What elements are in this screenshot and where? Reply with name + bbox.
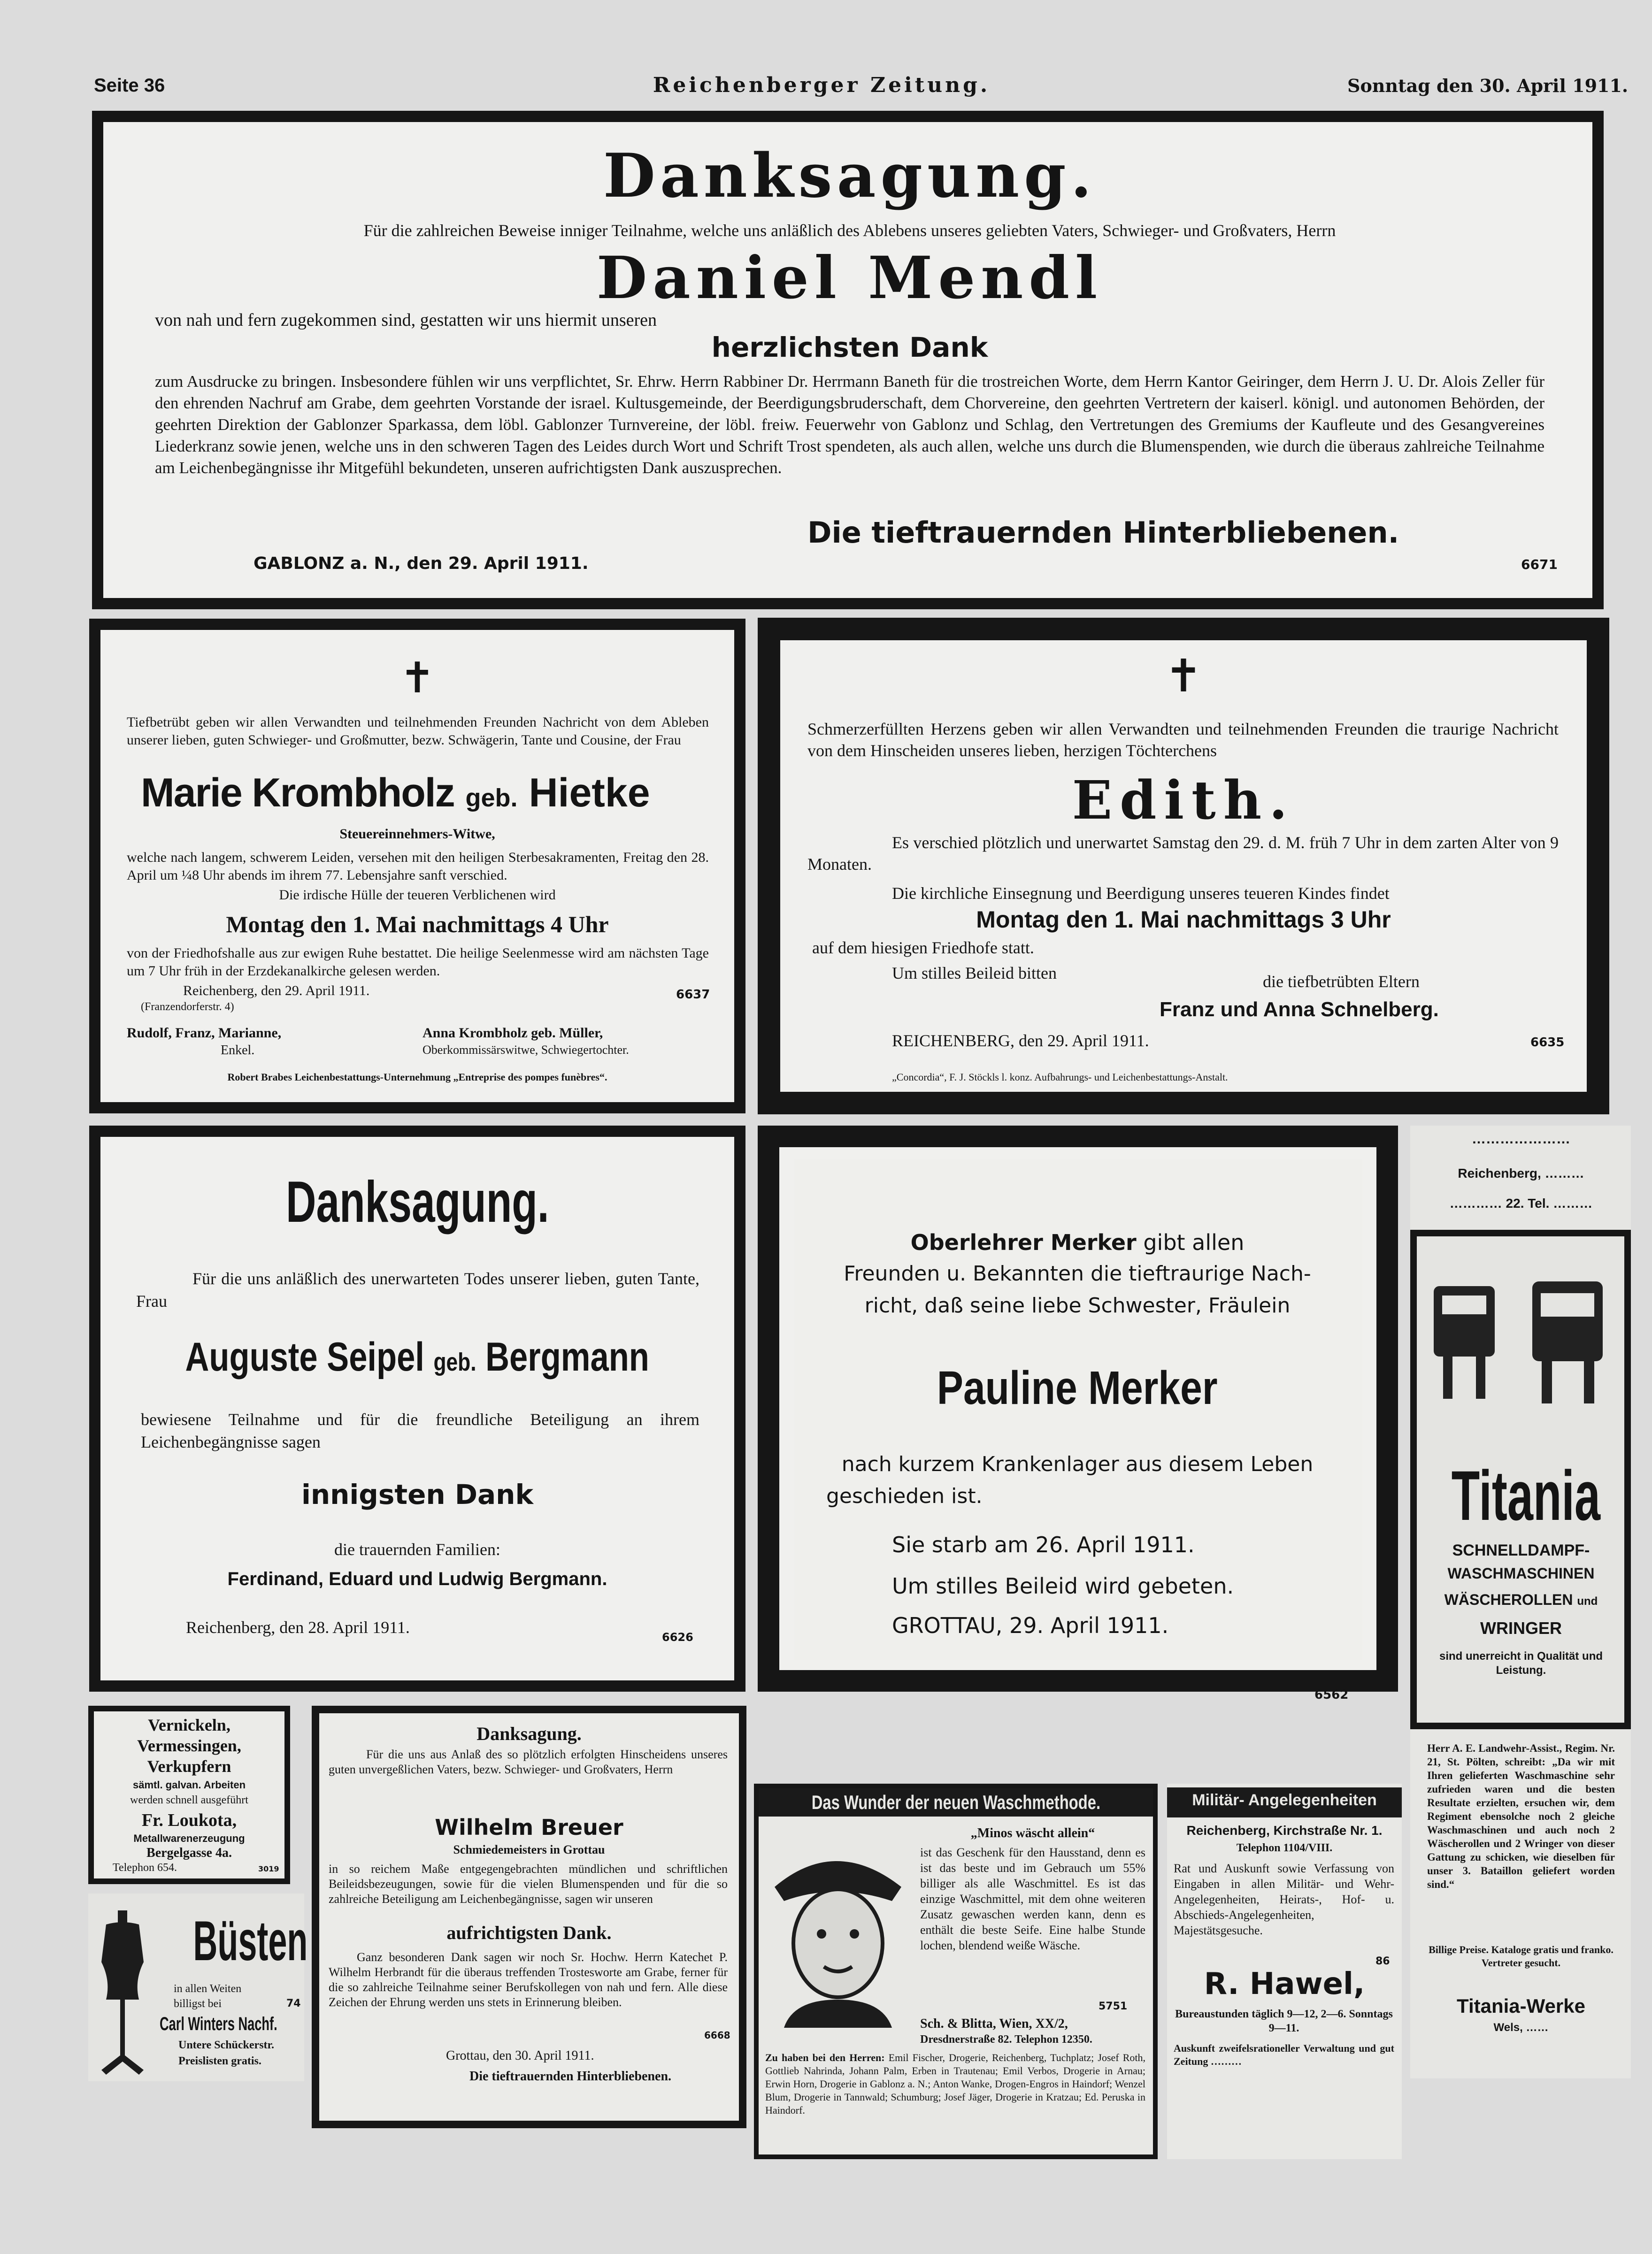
notice-seipel-code: 6626 [662,1631,693,1644]
notice-merker-body2: geschieden ist. [826,1484,983,1508]
ad-buesten-l1: in allen Weiten [174,1983,242,1995]
ad-hawel-name: R. Hawel, [1204,1967,1365,2001]
ad-loukota-l2: Vermessingen, [137,1736,241,1755]
ad-titania-top3: ………… 22. Tel. ……… [1449,1196,1593,1211]
notice-edith-body3: auf dem hiesigen Friedhofe statt. [812,938,1034,957]
notice-seipel-family: Ferdinand, Eduard und Ludwig Bergmann. [227,1569,607,1589]
notice-merker-request: Um stilles Beileid wird gebeten. [892,1573,1234,1599]
notice-krombholz-family-right2: Oberkommissärswitwe, Schwiegertochter. [423,1043,629,1057]
ad-loukota-l6: Metallwarenerzeugung [133,1832,245,1844]
notice-krombholz-undertaker: Robert Brabes Leichenbestattungs-Unternehmung „Entreprise des pompes funèbres“. [227,1071,607,1083]
notice-edith-body2: Die kirchliche Einsegnung und Beerdigung unseres teueren Kindes findet [892,884,1390,903]
notice-merker-name [798,1361,1357,1415]
notice-merker-teacher: Oberlehrer Merker [910,1230,1137,1255]
notice-breuer-body2: Ganz besonderen Dank sagen wir noch Sr. Hochw. Herrn Katechet P. Wilhelm Herbrandt für die überaus treffenden Trostesworte am Grabe, ferner für die so zahlreiche Teilnahme seiner Berufskollegen von nah und fern. Alle diese Zeichen der Ehrung werden uns stets in Erinnerung bleiben. [329,1950,728,2009]
notice-mendl-thanks: herzlichsten Dank [711,331,988,363]
notice-seipel-intro: Für die uns anläßlich des unerwarteten Todes unserer lieben, guten Tante, Frau [136,1269,699,1311]
ad-buesten-num: 74 [286,1998,301,2009]
notice-mendl-intro: Für die zahlreichen Beweise inniger Teilnahme, welche uns anläßlich des Ablebens unseres geliebten Vaters, Schwieger- und Großvaters, Herrn [363,221,1336,240]
ad-hawel-addr: Reichenberg, Kirchstraße Nr. 1. [1186,1823,1383,1838]
notice-seipel-maiden: Bergmann [485,1334,650,1380]
notice-breuer-place: Grottau, den 30. April 1911. [446,2048,594,2063]
masthead: Reichenberger Zeitung. [653,73,991,97]
ad-titania-l3-und: und [1577,1595,1598,1608]
ad-loukota-code: 3019 [258,1864,279,1873]
ad-wunder-title-text: Das Wunder der neuen Waschmethode. [811,1791,1100,1813]
ad-titania-testimonial: Herr A. E. Landwehr-Assist., Regim. Nr. 21, St. Pölten, schreibt: „Da wir mit Ihren gelieferten Waschmaschine sehr zufrieden waren und die besten Resultate erzielten, ersuchen wir, dem Regiment ebensolche noch 2 gleiche Waschmaschinen und auch noch 2 Wäscherollen und 2 Wringer von dieser Gattung zu schicken, wie dieselben für unser 3. Bataillon geliefert worden sind.“ [1427,1742,1615,1890]
page-number: Seite 36 [94,75,165,96]
ad-hawel-top: Militär- Angelegenheiten [1192,1791,1377,1809]
notice-mendl-title: Danksagung. [603,141,1097,211]
ad-titania-top2: Reichenberg, ……… [1458,1166,1584,1181]
ad-wunder-title [759,1791,1153,1814]
notice-krombholz-name [141,770,650,816]
notice-seipel-body: bewiesene Teilnahme und für die freundliche Beteiligung an ihrem Leichenbegängnisse sagen [141,1410,699,1451]
notice-edith-body: Es verschied plötzlich und unerwartet Samstag den 29. d. M. früh 7 Uhr in dem zarten Alter von 9 Monaten. [807,833,1559,874]
ad-buesten-title-text: Büsten [193,1909,308,1972]
ad-buesten-l3: Untere Schückerstr. [178,2039,274,2051]
notice-mendl-place: GABLONZ a. N., den 29. April 1911. [254,554,589,573]
ad-buesten-l2: billigst bei [174,1998,222,2010]
notice-krombholz-body2: von der Friedhofshalle aus zur ewigen Ruhe bestattet. Die heilige Seelenmesse wird am nächsten Tage um 7 Uhr früh in der Erzdekanalkirche gelesen werden. [127,945,709,979]
notice-breuer-title: Danksagung. [476,1723,582,1744]
ad-loukota-name: Fr. Loukota, [141,1810,237,1830]
ad-titania-top1: ………………… [1472,1131,1570,1147]
woman-portrait-illustration [765,1831,911,2028]
ad-wunder-shops [765,2051,1145,2117]
ad-hawel-hours: Bureaustunden täglich 9—12, 2—6. Sonntags 9—11. [1175,2008,1393,2034]
notice-krombholz-family-left: Rudolf, Franz, Marianne, [127,1025,282,1041]
cross-icon: ✝ [1164,650,1203,702]
ad-titania-l4: WRINGER [1480,1618,1562,1638]
notice-edith-undertaker: „Concordia“, F. J. Stöckls l. konz. Aufbahrungs- und Leichenbestattungs-Anstalt. [892,1071,1228,1083]
ad-wunder-sub: „Minos wäscht allein“ [970,1826,1095,1840]
ad-hawel-phone: Telephon 1104/VIII. [1236,1842,1333,1854]
notice-edith-code: 6635 [1530,1035,1565,1050]
ad-wunder-street: Dresdnerstraße 82. Telephon 12350. [920,2033,1092,2046]
notice-edith-request: Um stilles Beileid bitten [892,964,1057,982]
ad-buesten-name [160,2014,333,2035]
notice-krombholz-place: Reichenberg, den 29. April 1911. [183,983,370,998]
notice-edith-intro: Schmerzerfüllten Herzens geben wir allen Verwandten und teilnehmenden Freunden die traurige Nachricht von dem Hinscheiden unseres lieben, herzigen Töchterchens [807,720,1559,760]
notice-seipel-title-text: Danksagung. [285,1170,549,1234]
notice-krombholz-family-left2: Enkel. [221,1043,255,1058]
ad-titania-footer2: Wels, …… [1493,2021,1549,2034]
notice-krombholz-body: welche nach langem, schwerem Leiden, versehen mit den heiligen Sterbesakramenten, Freitag den 28. April um ¼8 Uhr abends im ihrem 77. Lebensjahre sanft verschied. [127,850,709,883]
ad-hawel-footer: Auskunft zweifelsrationeller Verwaltung und gut Zeitung ……… [1174,2042,1394,2067]
notice-edith-parents-label: die tiefbetrübten Eltern [1263,972,1420,991]
notice-krombholz-burial: Montag den 1. Mai nachmittags 4 Uhr [226,911,609,937]
notice-krombholz-code: 6637 [676,988,710,1002]
ad-titania-l3 [1418,1591,1624,1609]
notice-seipel-geb: geb. [433,1348,476,1376]
ad-titania-footer: Titania-Werke [1457,1995,1585,2017]
ad-loukota-l3: Verkupfern [147,1757,231,1776]
ad-wunder-shops-label: Zu haben bei den Herren: [765,2052,885,2063]
dress-form-icon [92,1910,153,2079]
ad-titania-l3-text: WÄSCHEROLLEN [1444,1591,1573,1608]
notice-breuer-code: 6668 [704,2030,730,2041]
notice-breuer-title2: Schmiedemeisters in Grottau [453,1843,605,1856]
notice-seipel-place: Reichenberg, den 28. April 1911. [186,1618,410,1637]
notice-mendl-body: zum Ausdrucke zu bringen. Insbesondere fühlen wir uns verpflichtet, Sr. Ehrw. Herrn Rabbiner Dr. Herrmann Baneth für die trostreichen Worte, dem Herrn Kantor Geiringer, dem Herrn J. U. Dr. Alois Zeller für den ehrenden Nachruf am Grabe, dem geehrten Vorstande der israel. Kultusgemeinde, der Beerdigungsbruderschaft, dem Chorvereine, den geehrten Vertretern der kaiserl. königl. und autonomen Behörden, der geehrten Direktion der Gablonzer Sparkassa, dem löbl. Gablonzer Turnvereine, der löbl. freiw. Feuerwehr von Gablonz und Schlag, den Vertretungen des Gremiums der Kaufleute und des Gesangvereines Liederkranz sowie jenen, welche uns in den schweren Tagen des Leides durch Wort und Schrift Trost spendeten, als auch allen, welche uns durch die Blumenspenden, wie durch die überaus zahlreiche Teilnahme am Leichenbegängnisse ihr Mitgefühl bekundeten, unseren aufrichtigsten Dank auszusprechen. [155,372,1544,477]
ad-buesten-l4: Preislisten gratis. [178,2055,261,2067]
ad-wunder-shops-list: Emil Fischer, Drogerie, Reichenberg, Tuchplatz; Josef Roth, Gottlieb Nahrinda, Johann Palm, Erben in Trautenau; Emil Verbos, Drogerie in Arnau; Erwin Horn, Drogerie in Gablonz a. N.; Anton Wanke, Drogen-Engros in Haindorf; Wenzel Blum, Drogerie in Tannwald; Schumburg; Josef Jäger, Drogerie in Kratzau; Ed. Peruska in Haindorf. [765,2052,1146,2116]
notice-merker-body1: nach kurzem Krankenlager aus diesem Leben [841,1452,1314,1476]
ad-loukota-l7: Bergelgasse 4a. [146,1846,232,1860]
notice-edith-burial: Montag den 1. Mai nachmittags 3 Uhr [976,906,1391,933]
notice-seipel-name [89,1334,745,1380]
notice-mendl-name: Daniel Mendl [596,244,1103,312]
issue-date: Sonntag den 30. April 1911. [1347,75,1629,96]
notice-krombholz-family-right: Anna Krombholz geb. Müller, [423,1025,603,1041]
notice-breuer-thanks: aufrichtigsten Dank. [446,1922,612,1943]
cross-icon: ✝ [400,653,435,703]
ad-loukota-phone: Telephon 654. [113,1862,177,1874]
notice-merker-line1-rest: gibt allen [1143,1230,1245,1255]
notice-edith-parents: Franz und Anna Schnelberg. [1160,998,1439,1021]
ad-titania-l5: sind unerreicht in Qualität und Leistung. [1439,1650,1603,1677]
ad-hawel-code: 86 [1375,1955,1390,1967]
ad-titania-l2: WASCHMASCHINEN [1447,1565,1595,1582]
notice-mendl-line1: von nah und fern zugekommen sind, gestatten wir uns hiermit unseren [155,310,657,330]
notice-merker-name-text: Pauline Merker [937,1362,1218,1414]
ad-loukota-l5: werden schnell ausgeführt [130,1794,248,1806]
ad-titania-l1: SCHNELLDAMPF- [1452,1541,1590,1559]
wash-machine-illustration [1424,1267,1617,1413]
notice-seipel-family-label: die trauernden Familien: [334,1540,500,1559]
notice-krombholz-intro: Tiefbetrübt geben wir allen Verwandten und teilnehmenden Freunden Nachricht von dem Ableben unserer lieben, guten Schwieger- und Großmutter, bezw. Schwägerin, Tante und Cousine, der Frau [127,714,709,748]
notice-mendl-code: 6671 [1521,557,1558,572]
notice-merker-line3: richt, daß seine liebe Schwester, Fräulein [864,1294,1291,1318]
notice-merker-place: GROTTAU, 29. April 1911. [892,1613,1169,1638]
notice-edith-name: Edith. [1072,770,1295,831]
notice-seipel-thanks: innigsten Dank [301,1479,534,1510]
ad-wunder-company: Sch. & Blitta, Wien, XX/2, [920,2016,1068,2031]
ad-buesten-title [155,1909,308,1973]
ad-buesten-name-text: Carl Winters Nachf. [160,2014,277,2034]
notice-seipel-firstname: Auguste Seipel [185,1334,425,1380]
ad-loukota-l1: Vernickeln, [148,1716,231,1734]
notice-breuer-signature: Die tieftrauernden Hinterbliebenen. [469,2069,672,2084]
notice-edith-place: REICHENBERG, den 29. April 1911. [892,1031,1149,1050]
ad-wunder-body: ist das Geschenk für den Hausstand, denn es ist das beste und im Gebrauch um 55% billiger als alle Waschmittel. Es ist das einzige Waschmittel, mit dem ohne weiteren Zusatz gewaschen werden kann, denn es enthält die beste Seife. Eine halbe Stunde lochen, blendend weiße Wäsche. [920,1846,1145,1952]
ad-hawel-body: Rat und Auskunft sowie Verfassung von Eingaben in allen Militär- und Wehr-Angelegenheiten, Heirats-, Hof- u. Abschieds-Angelegenheiten, Majestätsgesuche. [1174,1862,1394,1937]
notice-seipel-title [89,1169,745,1235]
notice-breuer-body: in so reichem Maße entgegengebrachten mündlichen und schriftlichen Beileidsbezeugungen, sowie für die vielen Blumenspenden und für die so zahlreiche Beteiligung am Leichenbegängnisse, sagen wir unseren [329,1862,728,1906]
notice-krombholz-geb: geb. [465,784,518,812]
notice-krombholz-title: Steuereinnehmers-Witwe, [339,826,495,842]
notice-mendl-signature: Die tieftrauernden Hinterbliebenen. [807,515,1399,550]
ad-titania-brand-text: Titania [1451,1456,1600,1535]
ad-titania-prices: Billige Preise. Kataloge gratis und franko. Vertreter gesucht. [1429,1944,1614,1969]
ad-wunder-code: 5751 [1099,2001,1128,2012]
notice-krombholz-remains: Die irdische Hülle der teueren Verblichenen wird [279,887,556,903]
ad-titania-brand [1413,1455,1629,1536]
ad-loukota-l4: sämtl. galvan. Arbeiten [132,1779,246,1791]
notice-merker-line1 [798,1230,1357,1255]
notice-merker-code: 6562 [1314,1688,1349,1702]
notice-merker-died: Sie starb am 26. April 1911. [892,1532,1195,1557]
notice-merker-line2: Freunden u. Bekannten die tieftraurige Nach- [844,1262,1311,1286]
notice-breuer-intro: Für die uns aus Anlaß des so plötzlich erfolgten Hinscheidens unseres guten unvergeßlichen Vaters, bezw. Schwieger- und Großvaters, Herrn [329,1748,728,1776]
notice-krombholz-address: (Franzendorferstr. 4) [141,1001,234,1013]
notice-breuer-name: Wilhelm Breuer [435,1815,623,1840]
notice-krombholz-maiden: Hietke [529,770,650,815]
notice-seipel-name-group [185,1334,649,1380]
notice-krombholz-firstname: Marie Krombholz [141,770,454,815]
